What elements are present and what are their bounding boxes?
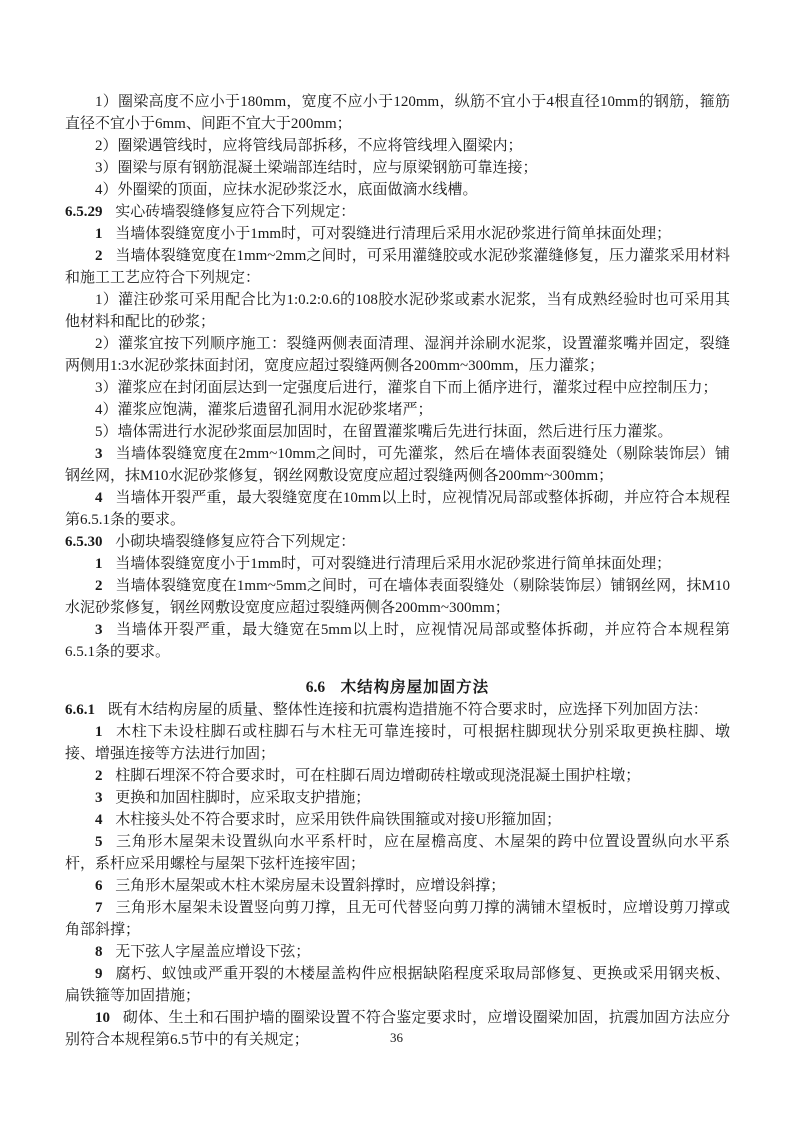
list-item: 2）灌浆宜按下列顺序施工：裂缝两侧表面清理、湿润并涂刷水泥浆，设置灌浆嘴并固定，裂缝两侧用1:3水泥砂浆抹面封闭，宽度应超过裂缝两侧各200mm~300mm，压力灌浆；	[65, 336, 730, 374]
list-item: 5）墙体需进行水泥砂浆面层加固时，在留置灌浆嘴后先进行抹面，然后进行压力灌浆。	[95, 424, 673, 440]
numbered-item	[65, 875, 730, 897]
numbered-item	[65, 721, 730, 765]
item-text: 三角形木屋架或木柱木梁房屋未设置斜撑时，应增设斜撑；	[115, 878, 506, 894]
numbered-item	[65, 245, 730, 289]
page-number: 36	[390, 1030, 403, 1045]
clause-number: 6.5.30	[65, 534, 103, 550]
item-text: 柱脚石埋深不符合要求时，可在柱脚石周边增砌砖柱墩或现浇混凝土围护柱墩；	[115, 768, 641, 784]
numbered-item	[65, 787, 730, 809]
item-number: 2	[95, 248, 103, 264]
item-number: 2	[95, 578, 103, 594]
list-item: 3）灌浆应在封闭面层达到一定强度后进行，灌浆自下而上循序进行，灌浆过程中应控制压力；	[95, 380, 718, 396]
item-number: 1	[95, 226, 103, 242]
clause-6-6-1	[65, 699, 730, 721]
list-item: 2）圈梁遇管线时，应将管线局部拆移，不应将管线埋入圈梁内；	[95, 138, 523, 154]
list-item: 4）灌浆应饱满，灌浆后遗留孔洞用水泥砂浆堵严；	[95, 402, 433, 418]
item-text: 当墙体裂缝宽度在1mm~2mm之间时，可采用灌缝胶或水泥砂浆灌缝修复，压力灌浆采用材料和施工工艺应符合下列规定：	[65, 248, 730, 286]
item-text: 三角形木屋架未设置竖向剪刀撑，且无可代替竖向剪刀撑的满铺木望板时，应增设剪刀撑或角部斜撑；	[65, 900, 730, 938]
clause-text: 实心砖墙裂缝修复应符合下列规定：	[115, 204, 356, 220]
item-number: 1	[95, 724, 103, 740]
item-text: 三角形木屋架未设置纵向水平系杆时，应在屋檐高度、木屋架的跨中位置设置纵向水平系杆，系杆应采用螺栓与屋架下弦杆连接牢固；	[65, 834, 730, 872]
item-text: 当墙体开裂严重，最大缝宽在5mm以上时，应视情况局部或整体拆砌，并应符合本规程第6.5.1条的要求。	[65, 622, 730, 660]
item-number: 4	[95, 490, 103, 506]
clause-text: 小砌块墙裂缝修复应符合下列规定：	[115, 534, 356, 550]
clause-number: 6.6.1	[65, 702, 95, 718]
item-text: 当墙体裂缝宽度在1mm~5mm之间时，可在墙体表面裂缝处（剔除装饰层）铺钢丝网，抹M10水泥砂浆修复，钢丝网敷设宽度应超过裂缝两侧各200mm~300mm；	[65, 578, 730, 616]
item-number: 2	[95, 768, 103, 784]
item-text: 腐朽、蚁蚀或严重开裂的木楼屋盖构件应根据缺陷程度采取局部修复、更换或采用钢夹板、扁铁箍等加固措施；	[65, 966, 730, 1004]
item-text: 木柱下未设柱脚石或柱脚石与木柱无可靠连接时，可根据柱脚现状分别采取更换柱脚、墩接、增强连接等方法进行加固；	[65, 724, 730, 762]
item-number: 4	[95, 812, 103, 828]
list-item: 1）圈梁高度不应小于180mm，宽度不应小于120mm，纵筋不宜小于4根直径10mm的钢筋，箍筋直径不宜小于6mm、间距不宜大于200mm；	[65, 94, 730, 132]
item-number: 8	[95, 944, 103, 960]
item-number: 1	[95, 556, 103, 572]
item-number: 5	[95, 834, 103, 850]
item-text: 当墙体开裂严重，最大裂缝宽度在10mm以上时，应视情况局部或整体拆砌，并应符合本规程第6.5.1条的要求。	[65, 490, 730, 528]
clause-text: 既有木结构房屋的质量、整体性连接和抗震构造措施不符合要求时，应选择下列加固方法：	[107, 702, 708, 718]
list-item: 1）灌注砂浆可采用配合比为1:0.2:0.6的108胶水泥砂浆或素水泥浆，当有成熟经验时也可采用其他材料和配比的砂浆；	[65, 292, 730, 330]
item-text: 当墙体裂缝宽度小于1mm时，可对裂缝进行清理后采用水泥砂浆进行简单抹面处理；	[115, 556, 672, 572]
item-number: 10	[95, 1010, 110, 1026]
item-text: 木柱接头处不符合要求时，应采用铁件扁铁围箍或对接U形箍加固；	[115, 812, 562, 828]
numbered-item	[65, 223, 730, 245]
item-number: 7	[95, 900, 103, 916]
numbered-item	[65, 809, 730, 831]
clause-number: 6.5.29	[65, 204, 103, 220]
item-text: 当墙体裂缝宽度小于1mm时，可对裂缝进行清理后采用水泥砂浆进行简单抹面处理；	[115, 226, 672, 242]
item-text: 无下弦人字屋盖应增设下弦；	[115, 944, 311, 960]
item-number: 3	[95, 622, 103, 638]
numbered-item	[65, 443, 730, 487]
numbered-item	[65, 487, 730, 531]
numbered-item	[65, 897, 730, 941]
numbered-item	[65, 831, 730, 875]
section-heading-6-6	[65, 677, 730, 699]
item-number: 6	[95, 878, 103, 894]
numbered-item	[65, 765, 730, 787]
numbered-item	[65, 619, 730, 663]
item-text: 当墙体裂缝宽度在2mm~10mm之间时，可先灌浆，然后在墙体表面裂缝处（剔除装饰层）铺钢丝网，抹M10水泥砂浆修复，钢丝网敷设宽度应超过裂缝两侧各200mm~300mm；	[65, 446, 730, 484]
clause-6-5-29	[65, 201, 730, 223]
item-text: 更换和加固柱脚时，应采取支护措施；	[115, 790, 371, 806]
numbered-item	[65, 963, 730, 1007]
numbered-item	[65, 575, 730, 619]
list-item: 4）外圈梁的顶面，应抹水泥砂浆泛水，底面做滴水线槽。	[95, 182, 478, 198]
clause-6-5-30	[65, 531, 730, 553]
numbered-item	[65, 941, 730, 963]
list-item: 3）圈梁与原有钢筋混凝土梁端部连结时，应与原梁钢筋可靠连接；	[95, 160, 538, 176]
item-number: 3	[95, 446, 103, 462]
section-number: 6.6	[305, 679, 326, 696]
section-title: 木结构房屋加固方法	[340, 679, 490, 696]
numbered-item	[65, 553, 730, 575]
item-number: 9	[95, 966, 103, 982]
item-number: 3	[95, 790, 103, 806]
item-text: 砌体、生土和石围护墙的圈梁设置不符合鉴定要求时，应增设圈梁加固，抗震加固方法应分别符合本规程第6.5节中的有关规定；	[65, 1010, 730, 1048]
